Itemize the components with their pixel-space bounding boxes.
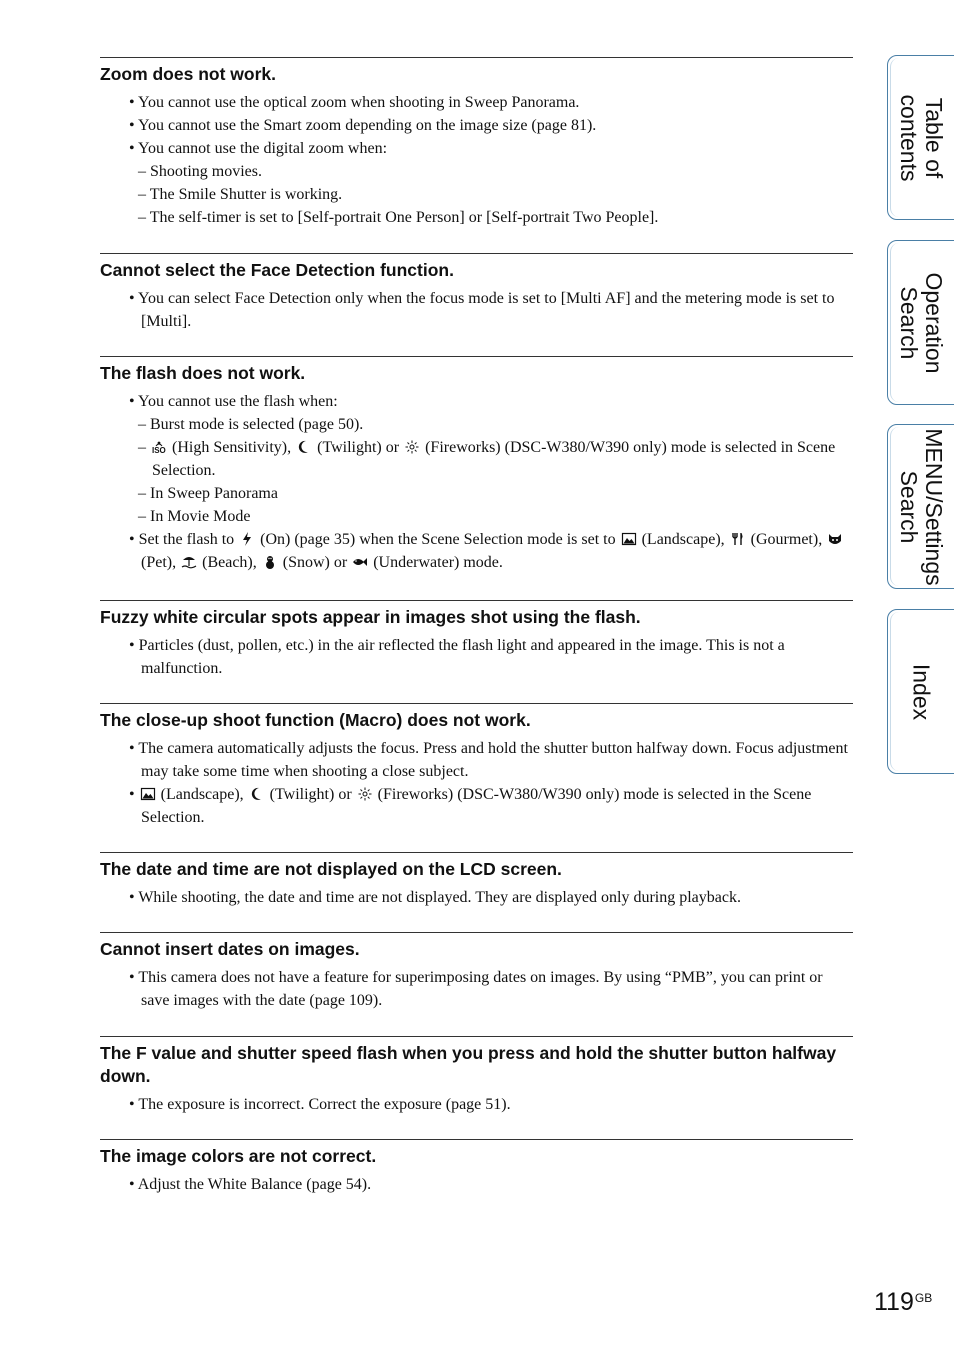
bullet-item [100,390,853,413]
bullet-item [100,287,853,333]
text-run: • The camera automatically adjusts the focus. Press and hold the shutter button halfway down. Focus adjustment may take some time when shooting a close subject. [129,740,848,780]
text-run: (Beach), [198,554,261,571]
text-run: • You can select Face Detection only when the focus mode is set to [Multi AF] and the metering mode is set to [Multi]. [129,290,835,330]
flash-on-icon [239,532,255,546]
tab-menu-settings-search[interactable] [887,424,954,589]
section-f-value [100,1036,853,1116]
tab-label: MENU/Settings [921,427,947,586]
bullet-item [100,737,853,783]
troubleshooting-content [100,57,853,1196]
pet-icon [827,532,843,546]
text-run: – The Smile Shutter is working. [138,186,343,203]
bullet-item [100,114,853,137]
twilight-icon [296,440,312,454]
section-zoom [100,57,853,229]
tab-operation-search[interactable] [887,240,954,405]
text-run: (On) (page 35) when the Scene Selection mode is set to [256,531,620,548]
text-run: • You cannot use the flash when: [129,393,338,410]
dash-item [100,413,853,436]
dash-item [100,160,853,183]
section-heading: Cannot select the Face Detection function. [100,260,454,280]
section-insert-dates [100,932,853,1012]
text-run: (High Sensitivity), [168,439,296,456]
gourmet-icon [730,532,746,546]
tab-label: Operation [921,271,947,374]
section-heading: The F value and shutter speed flash when you press and hold the shutter button halfway down. [100,1043,837,1086]
section-date-time [100,852,853,909]
svg-text:ISO: ISO [152,446,166,454]
text-run: (Landscape), [637,531,729,548]
bullet-item [100,528,853,574]
section-heading: The flash does not work. [100,363,306,383]
text-run: (Fireworks) (DSC-W380/W390 only) mode is selected in Scene Selection. [152,439,836,479]
text-run: • The exposure is incorrect. Correct the exposure (page 51). [129,1096,511,1113]
fireworks-icon [404,440,420,454]
bullet-item [100,91,853,114]
text-run: (Underwater) mode. [369,554,503,571]
dash-item [100,505,853,528]
text-run: – In Movie Mode [138,508,251,525]
page-number [874,1288,932,1317]
text-run: • You cannot use the optical zoom when shooting in Sweep Panorama. [129,94,580,111]
bullet-item [100,634,853,680]
text-run: – Burst mode is selected (page 50). [138,416,364,433]
text-run: • While shooting, the date and time are not displayed. They are displayed only during playback. [129,889,741,906]
text-run: (Snow) or [278,554,352,571]
bullet-item [100,886,853,909]
text-run: – In Sweep Panorama [138,485,278,502]
section-heading: The date and time are not displayed on the LCD screen. [100,859,562,879]
text-run: • Particles (dust, pollen, etc.) in the air reflected the flash light and appeared in the image. This is not a malfunction. [129,637,785,677]
text-run: (Fireworks) (DSC-W380/W390 only) mode is selected in the Scene Selection. [141,786,812,826]
bullet-item [100,783,853,829]
underwater-icon [352,555,368,569]
dash-item [100,436,853,482]
bullet-item [100,966,853,1012]
text-run: – The self-timer is set to [Self-portrait One Person] or [Self-portrait Two People]. [138,209,659,226]
section-heading: Fuzzy white circular spots appear in images shot using the flash. [100,607,641,627]
bullet-item [100,1093,853,1116]
snow-icon [262,555,278,569]
page-number-suffix: GB [914,1291,933,1305]
bullet-item [100,1173,853,1196]
text-run: • Adjust the White Balance (page 54). [129,1176,372,1193]
text-run: • [129,786,139,803]
text-run: • You cannot use the digital zoom when: [129,140,388,157]
text-run: (Twilight) or [313,439,404,456]
section-heading: The image colors are not correct. [100,1146,377,1166]
page-number-value: 119 [874,1288,914,1316]
tab-label: contents [896,94,922,181]
fireworks-icon [357,787,373,801]
tab-table-of-contents[interactable] [887,55,954,220]
dash-item [100,206,853,229]
tab-label: Search [896,470,922,543]
landscape-icon [140,787,156,801]
text-run: (Landscape), [156,786,248,803]
section-image-colors [100,1139,853,1196]
landscape-icon [621,532,637,546]
tab-label: Table of [921,97,947,178]
section-fuzzy-spots [100,600,853,680]
section-macro [100,703,853,829]
tab-label: Search [896,286,922,359]
section-heading: The close-up shoot function (Macro) does not work. [100,710,531,730]
text-run: • Set the flash to [129,531,239,548]
section-flash [100,356,853,574]
text-run: (Pet), [141,554,181,571]
text-run: – [138,439,150,456]
beach-icon [181,555,197,569]
tab-label: Index [908,663,935,720]
high-sensitivity-icon [151,440,167,454]
text-run: (Gourmet), [746,531,827,548]
section-heading: Cannot insert dates on images. [100,939,360,959]
twilight-icon [249,787,265,801]
tab-index[interactable] [887,609,954,774]
section-face-detection [100,253,853,333]
dash-item [100,183,853,206]
bullet-item [100,137,853,160]
dash-item [100,482,853,505]
text-run: • This camera does not have a feature for superimposing dates on images. By using “PMB”, you can print or save images with the date (page 109). [129,969,823,1009]
text-run: (Twilight) or [265,786,356,803]
text-run: – Shooting movies. [138,163,263,180]
section-heading: Zoom does not work. [100,64,276,84]
text-run: • You cannot use the Smart zoom depending on the image size (page 81). [129,117,597,134]
